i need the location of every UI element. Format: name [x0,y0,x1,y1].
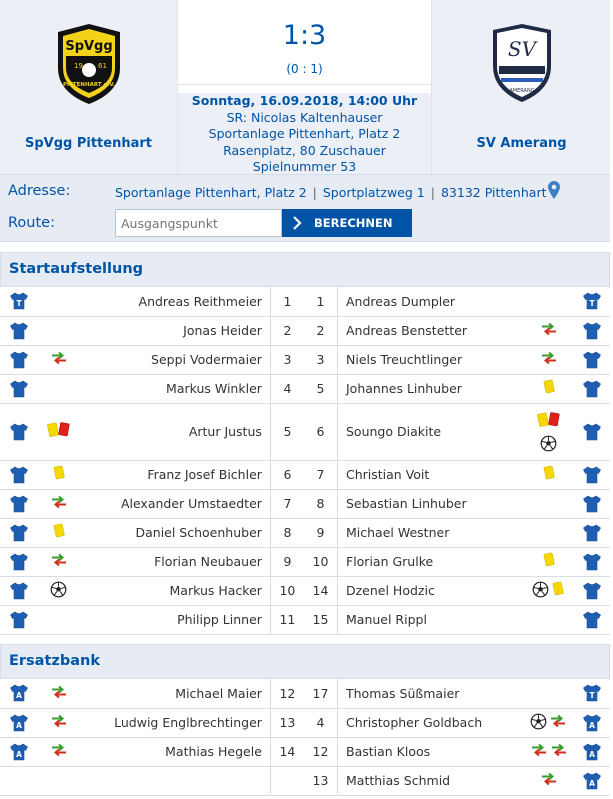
away-player-name[interactable]: Michael Westner [338,518,525,547]
substitution-icon [540,351,558,365]
home-events-cell [39,345,80,374]
goal-ball-icon [530,713,547,730]
home-events-cell [39,403,80,460]
away-player-number: 13 [304,766,338,795]
address-city: 83132 Pittenhart [440,185,547,200]
home-events-cell [39,374,80,403]
substitute-shirt-icon [583,714,601,732]
away-player-number: 4 [304,708,338,737]
substitution-icon [550,743,568,757]
player-row [0,605,610,634]
away-player-number: 7 [304,460,338,489]
yellow-card-icon [542,465,556,481]
away-events-cell [525,605,574,634]
home-player-number: 7 [270,489,304,518]
home-events-cell [39,460,80,489]
away-events-cell [525,374,574,403]
player-row [0,679,610,708]
home-shirt-cell [0,679,39,708]
home-shirt-cell [0,766,39,795]
final-score: 1:3 [282,20,327,51]
player-row [0,287,610,316]
home-player-number: 6 [270,460,304,489]
away-events-cell [525,489,574,518]
home-shirt-cell [0,518,39,547]
home-shirt-cell [0,374,39,403]
home-player-name[interactable]: Michael Maier [79,679,270,708]
substitution-icon [50,685,68,699]
player-row [0,316,610,345]
svg-text:61: 61 [97,62,107,70]
away-events-cell [525,518,574,547]
home-events-cell [39,547,80,576]
pitch-info: Rasenplatz, 80 Zuschauer [223,142,386,158]
address-venue: Sportanlage Pittenhart, Platz 2 [115,185,307,200]
home-events-cell [39,518,80,547]
away-player-number: 17 [304,679,338,708]
home-shirt-cell [0,403,39,460]
substitution-icon [50,495,68,509]
home-shirt-cell [0,345,39,374]
svg-text:A: A [588,720,595,730]
home-player-name[interactable] [79,766,270,795]
goalkeeper-shirt-icon [583,684,601,702]
substitution-icon [50,553,68,567]
away-events-cell [525,576,574,605]
home-player-name[interactable]: Daniel Schoenhuber [79,518,270,547]
away-events-cell [525,708,574,737]
away-events-cell [525,737,574,766]
shirt-icon [583,423,601,441]
away-events-cell [525,460,574,489]
substitution-icon [549,714,567,728]
bench-table [0,679,610,796]
player-row [0,576,610,605]
address-street: Sportplatzweg 1 [322,185,425,200]
home-events-cell [39,605,80,634]
home-shirt-cell [0,605,39,634]
shirt-icon [10,495,28,513]
player-row [0,708,610,737]
away-shirt-cell [573,737,610,766]
away-shirt-cell [573,316,610,345]
home-team-name[interactable]: SpVgg Pittenhart [24,136,152,151]
player-row [0,737,610,766]
away-shirt-cell [573,345,610,374]
shirt-icon [583,553,601,571]
yellow-card-icon [52,523,66,539]
away-player-name[interactable]: Bastian Kloos [338,737,525,766]
yellow-red-card-icon [46,421,72,439]
home-player-name[interactable]: Franz Josef Bichler [79,460,270,489]
svg-text:T: T [589,299,595,309]
home-player-name[interactable]: Seppi Vodermaier [79,345,270,374]
shirt-icon [583,351,601,369]
address-label: Adresse: [8,183,71,199]
home-events-cell [39,316,80,345]
away-shirt-cell [573,403,610,460]
home-events-cell [39,576,80,605]
away-shirt-cell [573,576,610,605]
away-shirt-cell [573,547,610,576]
home-player-number: 4 [270,374,304,403]
shirt-icon [583,611,601,629]
route-start-input[interactable] [115,209,282,237]
divider [178,84,431,85]
substitution-icon [540,322,558,336]
shirt-icon [583,495,601,513]
away-shirt-cell [573,489,610,518]
away-player-name[interactable]: Christopher Goldbach [338,708,525,737]
svg-text:SV: SV [507,37,536,61]
bench-header [0,644,610,679]
substitution-icon [540,772,558,786]
home-events-cell [39,708,80,737]
goal-ball-icon [50,581,67,598]
player-row [0,345,610,374]
calculate-route-label: BERECHNEN [314,216,393,230]
match-header [0,0,610,174]
home-player-number: 3 [270,345,304,374]
shirt-icon [583,466,601,484]
away-player-name[interactable]: Dzenel Hodzic [338,576,525,605]
home-team-logo[interactable] [54,22,124,106]
shirt-icon [10,322,28,340]
away-events-cell [525,287,574,316]
svg-text:A: A [16,691,23,701]
away-player-number: 10 [304,547,338,576]
address-separator: | [312,185,317,200]
home-player-name[interactable]: Florian Neubauer [79,547,270,576]
player-row [0,547,610,576]
away-player-number: 6 [304,403,338,460]
away-events-cell [525,316,574,345]
substitution-icon [530,743,548,757]
svg-text:A: A [16,749,23,759]
away-shirt-cell [573,679,610,708]
substitution-icon [50,743,68,757]
player-row [0,766,610,795]
home-events-cell [39,737,80,766]
home-player-number: 8 [270,518,304,547]
home-events-cell [39,766,80,795]
home-shirt-cell [0,708,39,737]
home-shirt-cell [0,576,39,605]
map-pin-icon[interactable] [548,181,560,199]
match-info [178,93,431,174]
away-player-number: 2 [304,316,338,345]
svg-text:A: A [16,720,23,730]
away-shirt-cell [573,287,610,316]
away-shirt-cell [573,460,610,489]
away-shirt-cell [573,766,610,795]
player-row [0,460,610,489]
away-events-cell [525,345,574,374]
yellow-card-icon [52,465,66,481]
away-team-logo[interactable] [487,22,557,106]
halftime-score: (0 : 1) [286,62,323,76]
substitute-shirt-icon [10,684,28,702]
home-player-number: 14 [270,737,304,766]
home-player-number: 9 [270,547,304,576]
home-player-name[interactable]: Ludwig Englbrechtinger [79,708,270,737]
away-events-cell [525,766,574,795]
yellow-card-icon [542,552,556,568]
shirt-icon [10,582,28,600]
svg-text:PITTENHART e.V.: PITTENHART e.V. [62,82,115,88]
home-player-number: 13 [270,708,304,737]
svg-text:A: A [588,778,595,788]
yellow-red-card-icon [536,411,562,429]
shirt-icon [10,553,28,571]
away-player-name[interactable]: Soungo Diakite [338,403,525,460]
home-player-name[interactable]: Jonas Heider [79,316,270,345]
shirt-icon [10,466,28,484]
away-player-number: 9 [304,518,338,547]
away-events-cell [525,403,574,460]
substitute-shirt-icon [10,714,28,732]
home-shirt-cell [0,489,39,518]
goal-ball-icon [540,435,557,452]
away-team[interactable] [433,0,610,174]
calculate-route-button[interactable] [282,209,412,237]
chevron-right-icon [292,216,302,230]
away-player-number: 14 [304,576,338,605]
goalkeeper-shirt-icon [583,292,601,310]
venue: Sportanlage Pittenhart, Platz 2 [208,126,401,141]
home-player-number: 5 [270,403,304,460]
starting-lineup-header [0,252,610,287]
home-player-number: 12 [270,679,304,708]
home-player-number: 11 [270,605,304,634]
away-player-name[interactable]: Christian Voit [338,460,525,489]
svg-text:19: 19 [73,62,83,70]
substitute-shirt-icon [10,743,28,761]
home-player-number: 10 [270,576,304,605]
shirt-icon [583,322,601,340]
away-shirt-cell [573,605,610,634]
substitution-icon [50,351,68,365]
home-player-name[interactable]: Markus Winkler [79,374,270,403]
shirt-icon [583,582,601,600]
goal-ball-icon [532,581,549,598]
home-shirt-cell [0,737,39,766]
away-player-number: 3 [304,345,338,374]
address-value[interactable] [115,185,546,200]
away-player-number: 15 [304,605,338,634]
shirt-icon [10,380,28,398]
home-player-number: 1 [270,287,304,316]
away-shirt-cell [573,708,610,737]
starting-lineup-table [0,287,610,635]
shirt-icon [10,423,28,441]
route-label: Route: [8,215,55,231]
shirt-icon [583,524,601,542]
svg-text:SpVgg: SpVgg [64,39,113,54]
player-row [0,489,610,518]
away-player-name[interactable]: Manuel Rippl [338,605,525,634]
home-player-name[interactable]: Markus Hacker [79,576,270,605]
away-player-name[interactable]: Niels Treuchtlinger [338,345,525,374]
home-events-cell [39,489,80,518]
away-player-number: 8 [304,489,338,518]
home-player-number [270,766,304,795]
game-number: Spielnummer 53 [252,159,357,174]
away-player-name[interactable]: Thomas Süßmaier [338,679,525,708]
home-shirt-cell [0,547,39,576]
shirt-icon [10,351,28,369]
home-events-cell [39,287,80,316]
substitute-shirt-icon [583,743,601,761]
home-player-name[interactable]: Philipp Linner [79,605,270,634]
away-events-cell [525,679,574,708]
svg-text:T: T [16,299,22,309]
player-row [0,518,610,547]
referee: SR: Nicolas Kaltenhauser [226,109,383,125]
away-player-number: 5 [304,374,338,403]
svg-text:AMERANG: AMERANG [508,88,535,94]
home-player-name[interactable]: Alexander Umstaedter [79,489,270,518]
home-player-number: 2 [270,316,304,345]
yellow-card-icon [551,581,565,597]
svg-text:T: T [589,691,595,701]
away-player-name[interactable]: Florian Grulke [338,547,525,576]
home-player-name[interactable]: Andreas Reithmeier [79,287,270,316]
svg-text:A: A [588,749,595,759]
shirt-icon [10,524,28,542]
away-player-name[interactable]: Sebastian Linhuber [338,489,525,518]
home-shirt-cell [0,316,39,345]
away-player-number: 1 [304,287,338,316]
away-shirt-cell [573,374,610,403]
address-box [0,174,610,242]
home-events-cell [39,679,80,708]
yellow-card-icon [542,379,556,395]
shirt-icon [10,611,28,629]
away-player-name[interactable]: Andreas Dumpler [338,287,525,316]
player-row [0,374,610,403]
substitute-shirt-icon [583,772,601,790]
bench-title: Ersatzbank [9,653,100,669]
substitution-icon [50,714,68,728]
away-player-name[interactable]: Johannes Linhuber [338,374,525,403]
goalkeeper-shirt-icon [10,292,28,310]
score-panel [177,0,432,174]
home-team[interactable] [0,0,177,174]
away-team-name[interactable]: SV Amerang [476,136,567,151]
away-player-name[interactable]: Andreas Benstetter [338,316,525,345]
address-separator: | [430,185,435,200]
home-shirt-cell [0,460,39,489]
home-player-name[interactable]: Artur Justus [79,403,270,460]
match-date: Sonntag, 16.09.2018, 14:00 Uhr [191,93,418,108]
starting-lineup-title: Startaufstellung [9,261,144,277]
home-shirt-cell [0,287,39,316]
away-player-name[interactable]: Matthias Schmid [338,766,525,795]
player-row [0,403,610,460]
away-shirt-cell [573,518,610,547]
away-player-number: 12 [304,737,338,766]
away-events-cell [525,547,574,576]
home-player-name[interactable]: Mathias Hegele [79,737,270,766]
shirt-icon [583,380,601,398]
